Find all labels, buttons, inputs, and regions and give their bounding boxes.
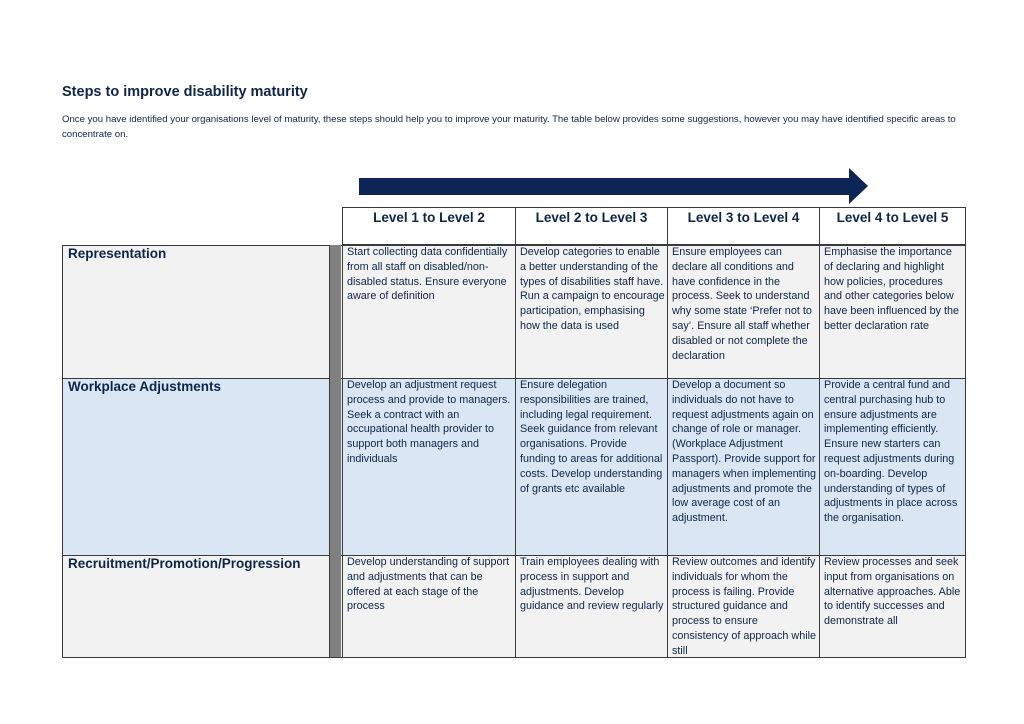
row-marker-bar	[330, 378, 341, 555]
row-label-recruitment: Recruitment/Promotion/Progression	[62, 555, 329, 658]
column-header-level2-3: Level 2 to Level 3	[515, 207, 667, 245]
column-header-level3-4: Level 3 to Level 4	[667, 207, 819, 245]
row-marker-bar	[330, 245, 341, 378]
column-header-level4-5: Level 4 to Level 5	[819, 207, 966, 245]
cell-representation-l2: Develop categories to enable a better understanding of the types of disabilities staff have. Run a campaign to encourage participation, emphasising how the data is used	[515, 245, 667, 378]
cell-adjustments-l1: Develop an adjustment request process and provide to managers. Seek a contract with an occupational health provider to support both managers and individuals	[342, 378, 515, 555]
arrow-shaft	[359, 178, 850, 195]
cell-recruitment-l1: Develop understanding of support and adjustments that can be offered at each stage of the process	[342, 555, 515, 658]
cell-representation-l1: Start collecting data confidentially from all staff on disabled/non-disabled status. Ensure everyone aware of definition	[342, 245, 515, 378]
page-title: Steps to improve disability maturity	[62, 84, 308, 100]
cell-representation-l4: Emphasise the importance of declaring and highlight how policies, procedures and other categories below have been influenced by the better declaration rate	[819, 245, 966, 378]
cell-representation-l3: Ensure employees can declare all conditions and have confidence in the process. Seek to understand why some state ‘Prefer not to say’. Ensure all staff whether disabled or not complete the declaration	[667, 245, 819, 378]
row-marker-bar	[330, 555, 341, 658]
table-bottom-border	[62, 657, 966, 658]
cell-recruitment-l3: Review outcomes and identify individuals for whom the process is failing. Provide structured guidance and process to ensure consistency of approach while still	[667, 555, 819, 658]
table-row-workplace-adjustments	[62, 378, 966, 555]
column-header-level1-2: Level 1 to Level 2	[342, 207, 515, 245]
arrow-right-icon	[849, 168, 868, 204]
row-label-representation: Representation	[62, 245, 329, 378]
cell-adjustments-l4: Provide a central fund and central purchasing hub to ensure adjustments are implementing efficiently. Ensure new starters can request adjustments during on-boarding. Develop understanding of types of adjustments in place across the organisation.	[819, 378, 966, 555]
row-label-workplace-adjustments: Workplace Adjustments	[62, 378, 329, 555]
table-row-recruitment	[62, 555, 966, 658]
cell-recruitment-l4: Review processes and seek input from organisations on alternative approaches. Able to identify successes and demonstrate all	[819, 555, 966, 658]
cell-adjustments-l2: Ensure delegation responsibilities are trained, including legal requirement. Seek guidance from relevant organisations. Provide funding to areas for additional costs. Develop understanding of grants etc available	[515, 378, 667, 555]
cell-adjustments-l3: Develop a document so individuals do not have to request adjustments again on change of role or manager. (Workplace Adjustment Passport). Provide support for managers when implementing adjustments and promote the low average cost of an adjustment.	[667, 378, 819, 555]
intro-paragraph: Once you have identified your organisations level of maturity, these steps should help you to improve your maturity. The table below provides some suggestions, however you may have identified specific areas to concentrate on.	[62, 114, 956, 140]
cell-recruitment-l2: Train employees dealing with process in support and adjustments. Develop guidance and review regularly	[515, 555, 667, 658]
table-row-representation	[62, 245, 966, 378]
